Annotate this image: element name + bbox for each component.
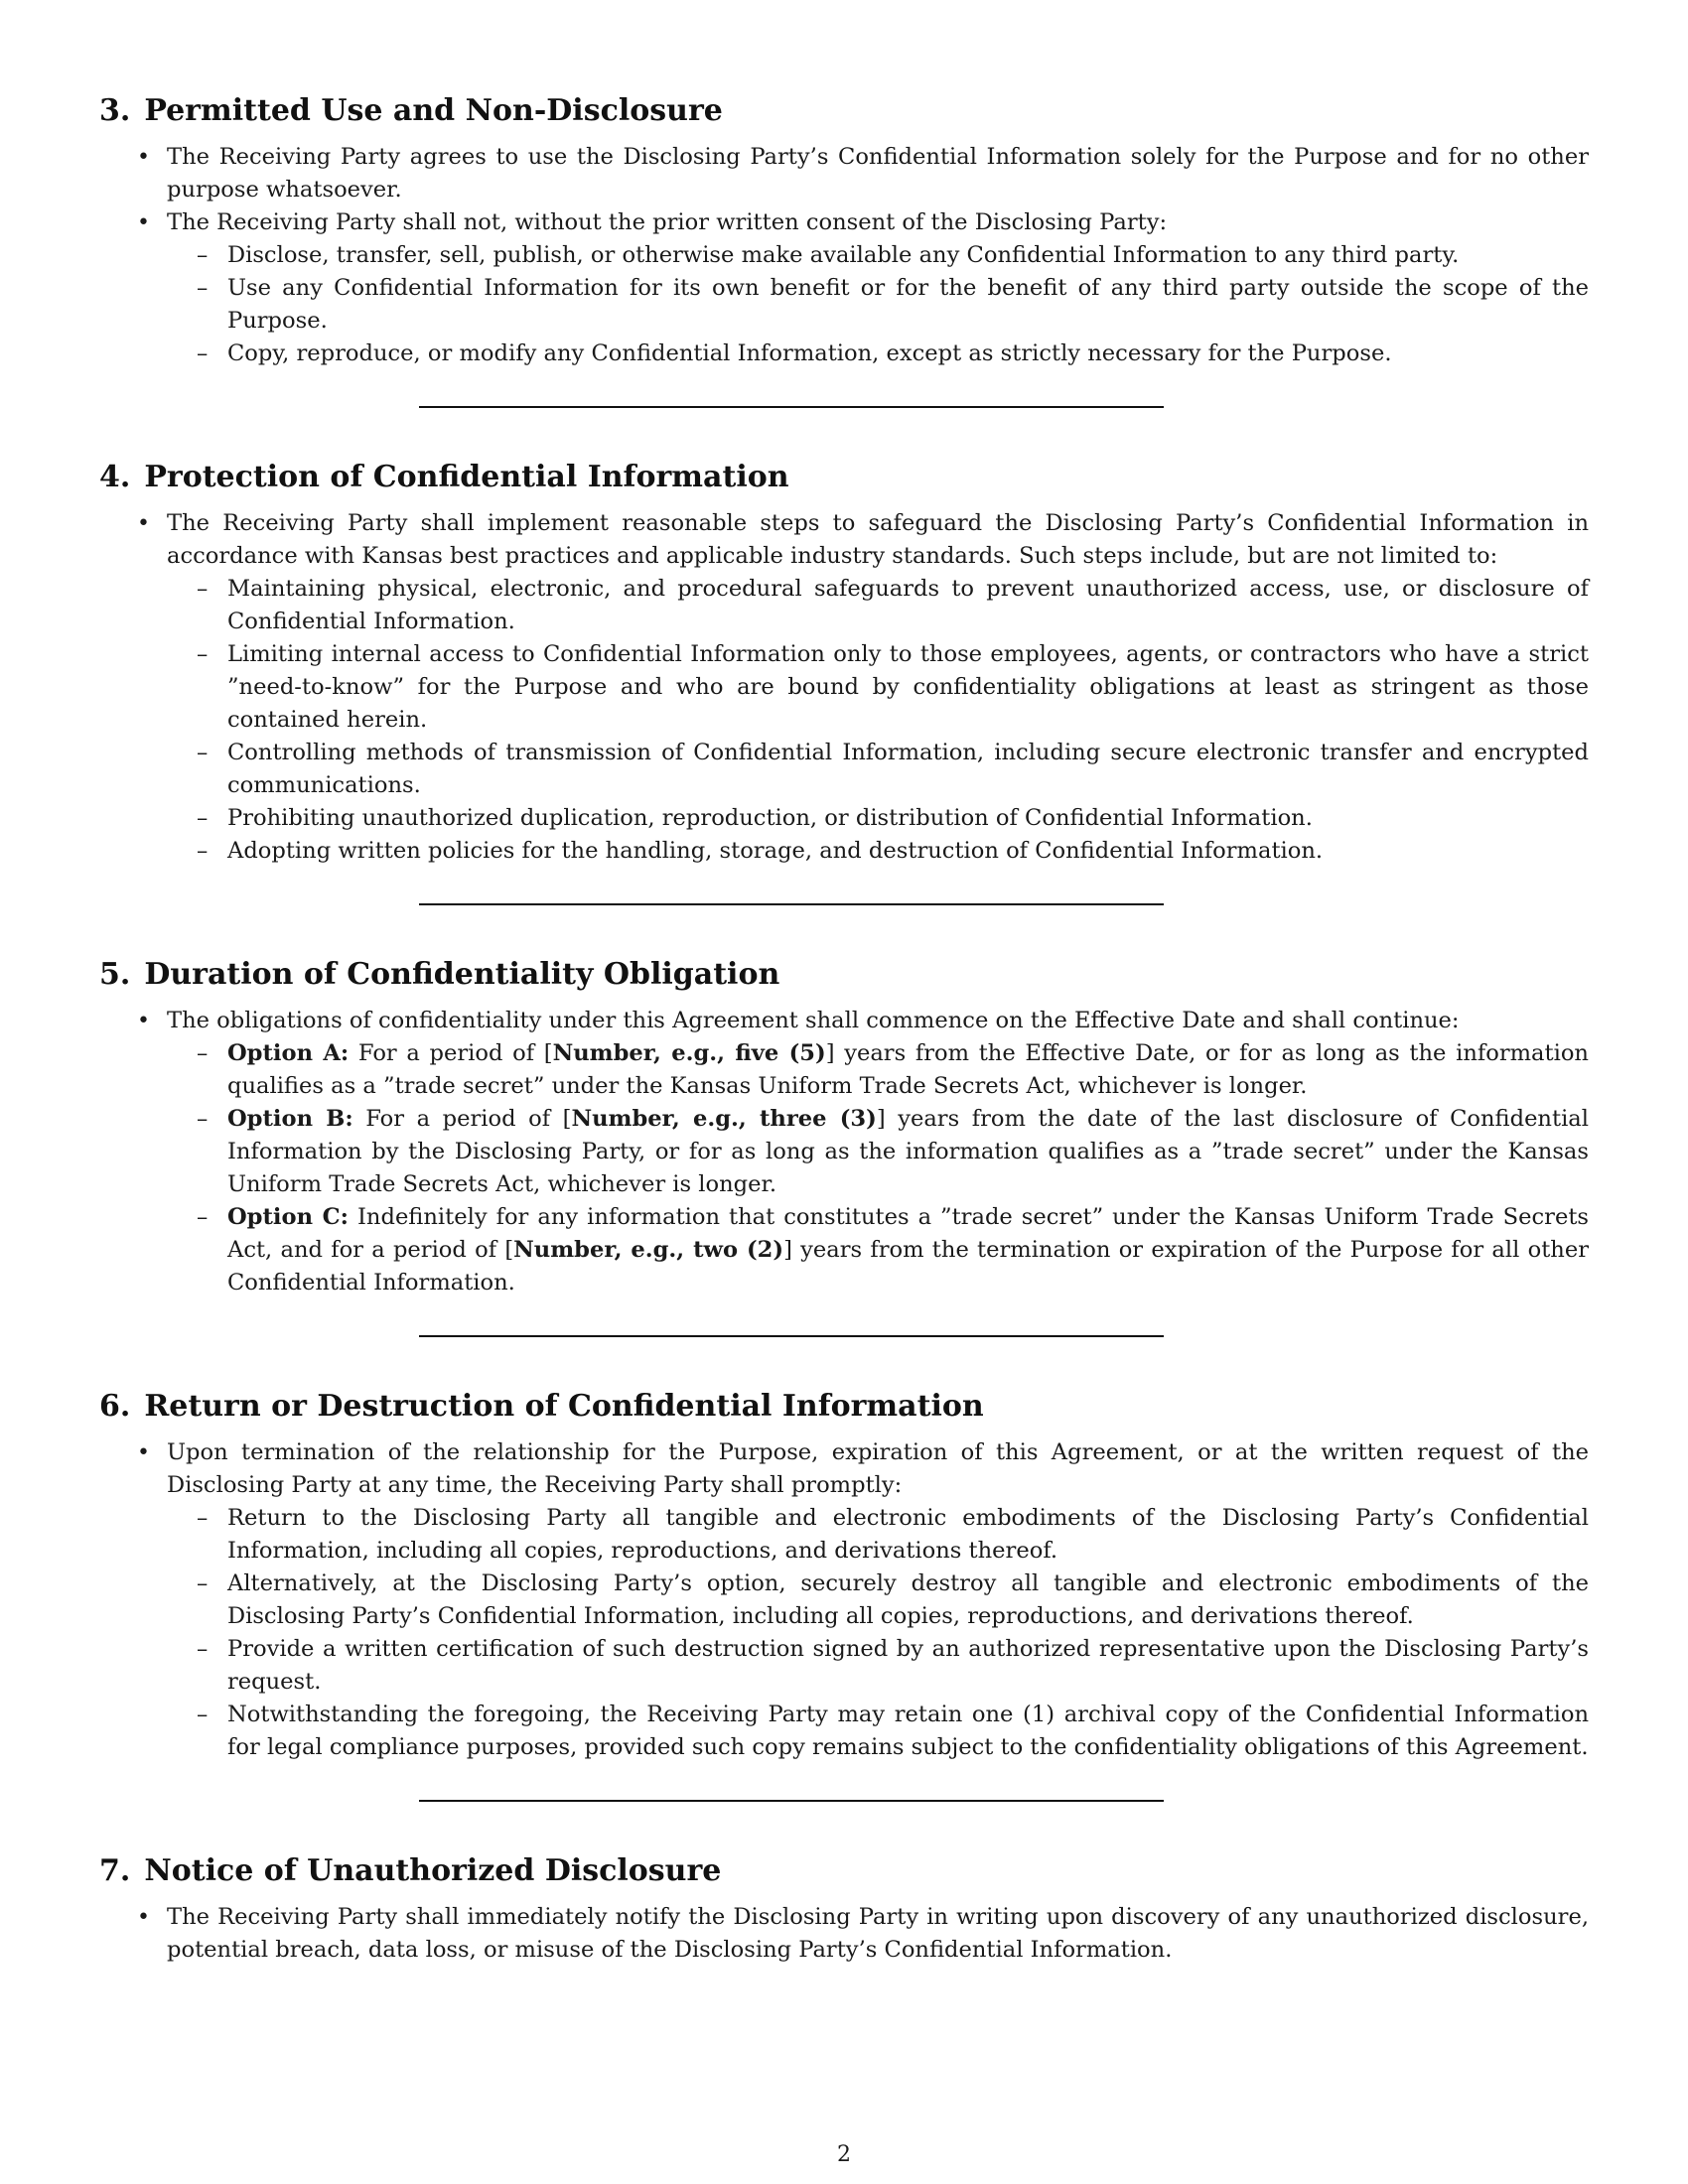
section-heading	[99, 458, 1589, 497]
option-label: Option A:	[227, 1040, 350, 1066]
option-text-pre: For a period of [	[357, 1040, 553, 1066]
sub-item: – Limiting internal access to Confidential Information only to those employees, agents, or contractors who have a strict ”need-to-know” for the Purpose and who are bound by confidentiality obligations at least as stringent as those contained herein.	[167, 638, 1589, 737]
bullet-item	[99, 1005, 1589, 1299]
bullet-text: The obligations of confidentiality under this Agreement shall commence on the Effective Date and shall continue:	[167, 1008, 1460, 1033]
option-label: Option C:	[227, 1204, 349, 1230]
sub-item: – Alternatively, at the Disclosing Party’s option, securely destroy all tangible and electronic embodiments of the Disclosing Party’s Confidential Information, including all copies, reproductions, and derivations thereof.	[167, 1568, 1589, 1633]
section-7	[99, 1851, 1589, 1967]
option-text-post: ] years from the date of the last disclosure of Confidential Information by the Disclosing Party, or for as long as the information qualifies as a ”trade secret” under the Kansas Uniform Trade Secrets Act, whichever is longer.	[227, 1106, 1589, 1197]
bullet-text: The Receiving Party shall implement reasonable steps to safeguard the Disclosing Party’s Confidential Information in accordance with Kansas best practices and applicable industry standards. Such steps include, but are not limited to:	[167, 510, 1589, 569]
option-text-post: ] years from the Effective Date, or for as long as the information qualifies as a ”trade secret” under the Kansas Uniform Trade Secrets Act, whichever is longer.	[227, 1040, 1589, 1099]
section-number: 3.	[99, 93, 131, 128]
bullet-item: • The Receiving Party agrees to use the Disclosing Party’s Confidential Information solely for the Purpose and for no other purpose whatsoever.	[99, 141, 1589, 206]
section-heading	[99, 1387, 1589, 1427]
sub-item: – Controlling methods of transmission of Confidential Information, including secure electronic transfer and encrypted communications.	[167, 737, 1589, 802]
sub-item: – Copy, reproduce, or modify any Confidential Information, except as strictly necessary for the Purpose.	[167, 338, 1589, 370]
sub-item: – Disclose, transfer, sell, publish, or otherwise make available any Confidential Information to any third party.	[167, 239, 1589, 272]
section-title: Duration of Confidentiality Obligation	[144, 957, 780, 992]
section-4	[99, 458, 1589, 868]
document-page	[99, 91, 1589, 1967]
option-item	[167, 1201, 1589, 1299]
option-text-pre: Indefinitely for any information that constitutes a ”trade secret” under the Kansas Uniform Trade Secrets Act, and for a period of [	[227, 1204, 1589, 1263]
sub-list	[167, 1502, 1589, 1764]
option-placeholder: Number, e.g., three (3)	[571, 1106, 877, 1132]
section-heading	[99, 1851, 1589, 1891]
page-number: 2	[837, 2142, 851, 2167]
section-5	[99, 955, 1589, 1299]
section-number: 6.	[99, 1389, 131, 1424]
section-divider	[419, 1335, 1164, 1337]
section-title: Permitted Use and Non-Disclosure	[144, 93, 723, 128]
section-heading	[99, 955, 1589, 995]
option-label: Option B:	[227, 1106, 353, 1132]
section-divider	[419, 1800, 1164, 1802]
section-3	[99, 91, 1589, 370]
sub-list	[167, 1037, 1589, 1299]
sub-list	[167, 239, 1589, 370]
bullet-text: Upon termination of the relationship for the Purpose, expiration of this Agreement, or at the written request of the Disclosing Party at any time, the Receiving Party shall promptly:	[167, 1439, 1589, 1498]
sub-list	[167, 573, 1589, 868]
sub-item: – Prohibiting unauthorized duplication, reproduction, or distribution of Confidential Information.	[167, 802, 1589, 835]
bullet-list	[99, 1005, 1589, 1299]
sub-item: – Return to the Disclosing Party all tangible and electronic embodiments of the Disclosing Party’s Confidential Information, including all copies, reproductions, and derivations thereof.	[167, 1502, 1589, 1568]
section-6	[99, 1387, 1589, 1764]
section-title: Protection of Confidential Information	[144, 460, 789, 494]
sub-item: – Use any Confidential Information for its own benefit or for the benefit of any third party outside the scope of the Purpose.	[167, 272, 1589, 338]
section-heading	[99, 91, 1589, 131]
section-title: Notice of Unauthorized Disclosure	[144, 1853, 722, 1888]
bullet-text: The Receiving Party shall not, without the prior written consent of the Disclosing Party:	[167, 209, 1168, 235]
bullet-list	[99, 507, 1589, 868]
section-divider	[419, 406, 1164, 408]
sub-item: – Provide a written certification of such destruction signed by an authorized representative upon the Disclosing Party’s request.	[167, 1633, 1589, 1699]
bullet-list	[99, 141, 1589, 370]
section-number: 5.	[99, 957, 131, 992]
section-number: 4.	[99, 460, 131, 494]
sub-item: – Maintaining physical, electronic, and procedural safeguards to prevent unauthorized access, use, or disclosure of Confidential Information.	[167, 573, 1589, 638]
option-text-post: ] years from the termination or expiration of the Purpose for all other Confidential Information.	[227, 1237, 1589, 1296]
option-placeholder: Number, e.g., five (5)	[552, 1040, 826, 1066]
sub-item: – Notwithstanding the foregoing, the Receiving Party may retain one (1) archival copy of the Confidential Information for legal compliance purposes, provided such copy remains subject to the confidentiality obligations of this Agreement.	[167, 1699, 1589, 1764]
bullet-item	[99, 1436, 1589, 1764]
bullet-item: • The Receiving Party shall immediately notify the Disclosing Party in writing upon discovery of any unauthorized disclosure, potential breach, data loss, or misuse of the Disclosing Party’s Confidential Information.	[99, 1901, 1589, 1967]
sub-item: – Adopting written policies for the handling, storage, and destruction of Confidential Information.	[167, 835, 1589, 868]
bullet-item	[99, 507, 1589, 868]
section-number: 7.	[99, 1853, 131, 1888]
option-placeholder: Number, e.g., two (2)	[513, 1237, 784, 1263]
section-divider	[419, 903, 1164, 905]
option-text-pre: For a period of [	[365, 1106, 572, 1132]
section-title: Return or Destruction of Confidential Information	[144, 1389, 984, 1424]
option-item	[167, 1037, 1589, 1103]
option-item	[167, 1103, 1589, 1201]
bullet-list	[99, 1436, 1589, 1764]
bullet-list	[99, 1901, 1589, 1967]
bullet-item	[99, 206, 1589, 370]
